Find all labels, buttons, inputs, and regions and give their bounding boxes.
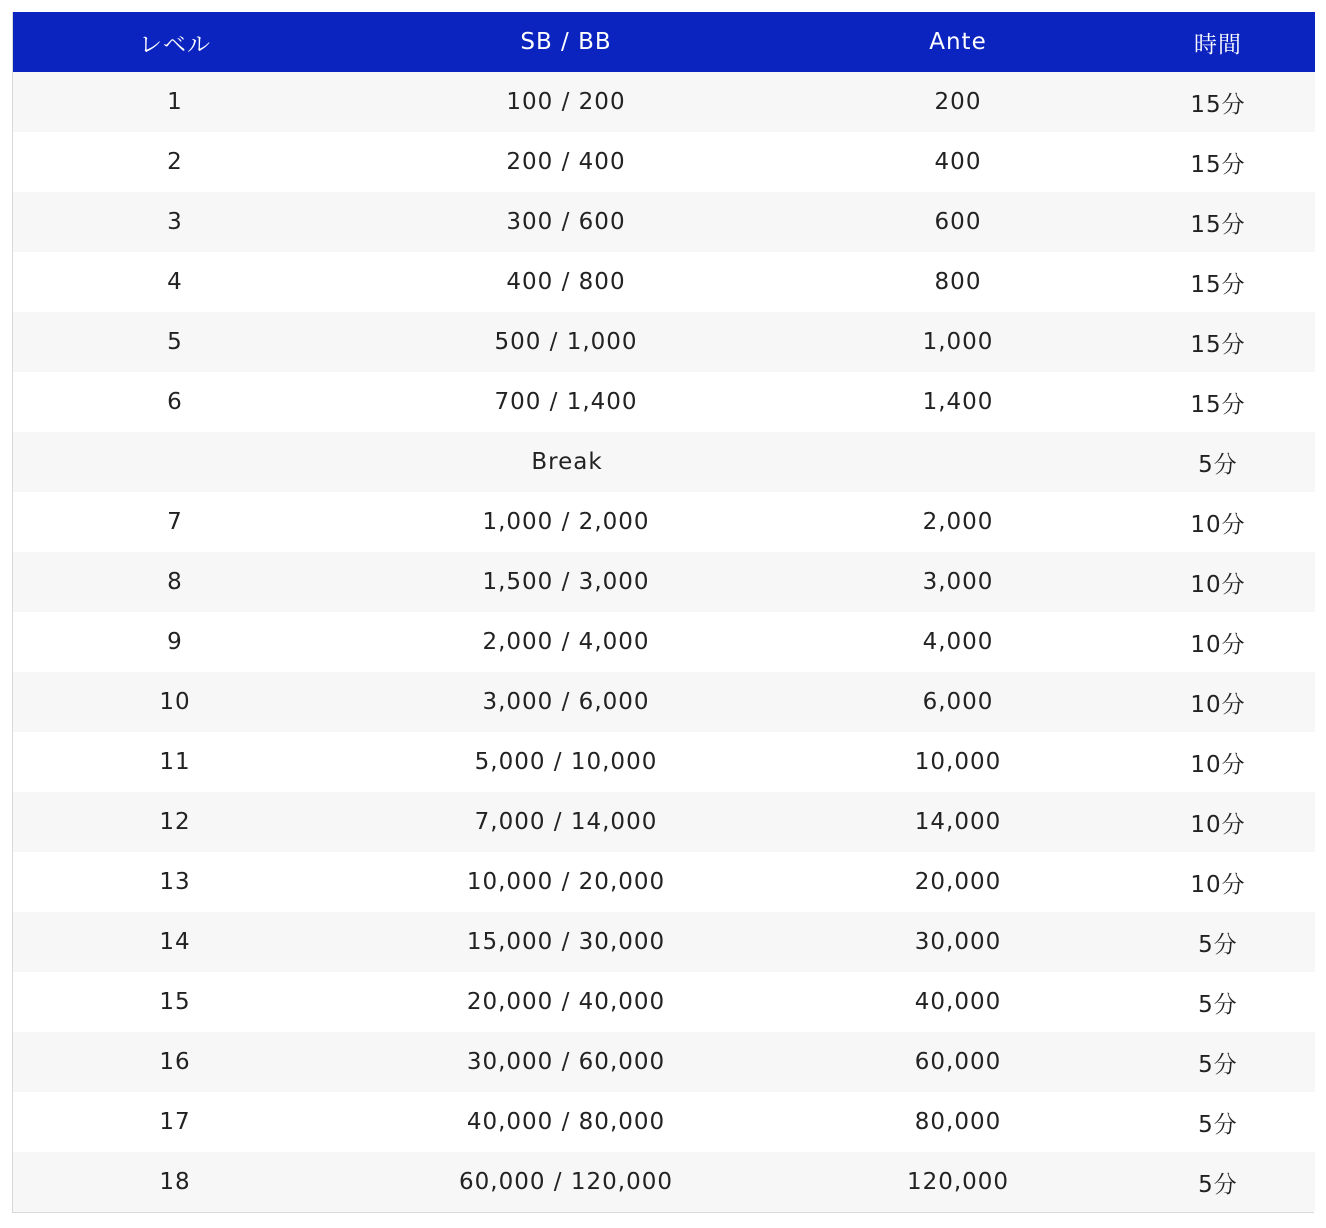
ante-cell: 3,000 — [922, 569, 994, 595]
table-row — [13, 792, 1315, 852]
time-cell: 5分 — [1198, 991, 1238, 1018]
level-cell: 2 — [167, 149, 183, 175]
time-cell: 10分 — [1190, 691, 1246, 718]
table-row — [13, 72, 1315, 132]
level-cell: 12 — [159, 809, 191, 835]
blinds-cell: 3,000 / 6,000 — [482, 689, 650, 715]
time-cell: 5分 — [1198, 931, 1238, 958]
level-cell: 4 — [167, 269, 183, 295]
time-cell: 15分 — [1190, 151, 1246, 178]
blinds-cell: 500 / 1,000 — [494, 329, 638, 355]
blind-structure-table — [12, 12, 1314, 1213]
ante-cell: 120,000 — [906, 1169, 1010, 1195]
table-row — [13, 672, 1315, 732]
ante-cell: 400 — [934, 149, 982, 175]
table-row — [13, 852, 1315, 912]
blinds-cell: 7,000 / 14,000 — [474, 809, 658, 835]
table-row — [13, 132, 1315, 192]
ante-cell: 600 — [934, 209, 982, 235]
ante-cell: 14,000 — [914, 809, 1002, 835]
table-row — [13, 612, 1315, 672]
time-cell: 10分 — [1190, 751, 1246, 778]
blinds-cell: 300 / 600 — [506, 209, 626, 235]
ante-cell: 1,000 — [922, 329, 994, 355]
time-cell: 5分 — [1198, 1051, 1238, 1078]
level-cell: 9 — [167, 629, 183, 655]
ante-cell: 30,000 — [914, 929, 1002, 955]
ante-cell: 1,400 — [922, 389, 994, 415]
blind-table — [13, 12, 1315, 1212]
blinds-cell: 1,500 / 3,000 — [482, 569, 650, 595]
time-cell: 5分 — [1198, 1111, 1238, 1138]
time-cell: 10分 — [1190, 811, 1246, 838]
time-cell: 5分 — [1198, 1171, 1238, 1198]
blinds-cell: 100 / 200 — [506, 89, 626, 115]
ante-cell: 10,000 — [914, 749, 1002, 775]
time-cell: 15分 — [1190, 271, 1246, 298]
level-cell: 15 — [159, 989, 191, 1015]
level-cell: 14 — [159, 929, 191, 955]
level-cell: 10 — [159, 689, 191, 715]
blinds-cell: 400 / 800 — [506, 269, 626, 295]
time-cell: 10分 — [1190, 511, 1246, 538]
level-cell: 1 — [167, 89, 183, 115]
level-cell: 5 — [167, 329, 183, 355]
table-row — [13, 972, 1315, 1032]
level-cell: 18 — [159, 1169, 191, 1195]
level-cell: 6 — [167, 389, 183, 415]
blinds-cell: 200 / 400 — [506, 149, 626, 175]
table-row — [13, 552, 1315, 612]
table-row — [13, 732, 1315, 792]
table-row — [13, 1152, 1315, 1212]
header-row — [13, 12, 1315, 72]
level-cell: 8 — [167, 569, 183, 595]
table-row — [13, 252, 1315, 312]
time-cell: 5分 — [1198, 451, 1238, 478]
time-cell: 10分 — [1190, 631, 1246, 658]
blinds-cell: 40,000 / 80,000 — [466, 1109, 666, 1135]
time-cell: 15分 — [1190, 211, 1246, 238]
blinds-cell: 700 / 1,400 — [494, 389, 638, 415]
header-time: 時間 — [1194, 31, 1242, 58]
blinds-cell: 5,000 / 10,000 — [474, 749, 658, 775]
blinds-cell: 60,000 / 120,000 — [459, 1169, 673, 1195]
ante-cell: 4,000 — [922, 629, 994, 655]
blinds-cell: 10,000 / 20,000 — [466, 869, 666, 895]
table-row — [13, 912, 1315, 972]
blinds-cell: 20,000 / 40,000 — [466, 989, 666, 1015]
header-level: レベル — [139, 31, 211, 58]
ante-cell: 40,000 — [914, 989, 1002, 1015]
level-cell: 17 — [159, 1109, 191, 1135]
level-cell: 13 — [159, 869, 191, 895]
ante-cell: 80,000 — [914, 1109, 1002, 1135]
table-row — [13, 192, 1315, 252]
level-cell: 11 — [159, 749, 191, 775]
table-header — [13, 12, 1315, 72]
table-row — [13, 1092, 1315, 1152]
ante-cell: 60,000 — [914, 1049, 1002, 1075]
blinds-cell: 2,000 / 4,000 — [482, 629, 650, 655]
time-cell: 15分 — [1190, 331, 1246, 358]
ante-cell: 20,000 — [914, 869, 1002, 895]
time-cell: 15分 — [1190, 391, 1246, 418]
blinds-cell: 15,000 / 30,000 — [466, 929, 666, 955]
ante-cell: 800 — [934, 269, 982, 295]
time-cell: 10分 — [1190, 871, 1246, 898]
break-label: Break — [531, 449, 603, 475]
table-row — [13, 1032, 1315, 1092]
ante-cell: 6,000 — [922, 689, 994, 715]
table-row — [13, 372, 1315, 432]
header-blinds: SB / BB — [520, 29, 612, 55]
level-cell: 7 — [167, 509, 183, 535]
blinds-cell: 30,000 / 60,000 — [466, 1049, 666, 1075]
header-ante: Ante — [929, 29, 987, 55]
level-cell: 3 — [167, 209, 183, 235]
level-cell: 16 — [159, 1049, 191, 1075]
blinds-cell: 1,000 / 2,000 — [482, 509, 650, 535]
time-cell: 10分 — [1190, 571, 1246, 598]
table-row — [13, 492, 1315, 552]
table-row — [13, 312, 1315, 372]
time-cell: 15分 — [1190, 91, 1246, 118]
ante-cell: 2,000 — [922, 509, 994, 535]
table-body — [13, 72, 1315, 1212]
break-row — [13, 432, 1315, 492]
ante-cell: 200 — [934, 89, 982, 115]
